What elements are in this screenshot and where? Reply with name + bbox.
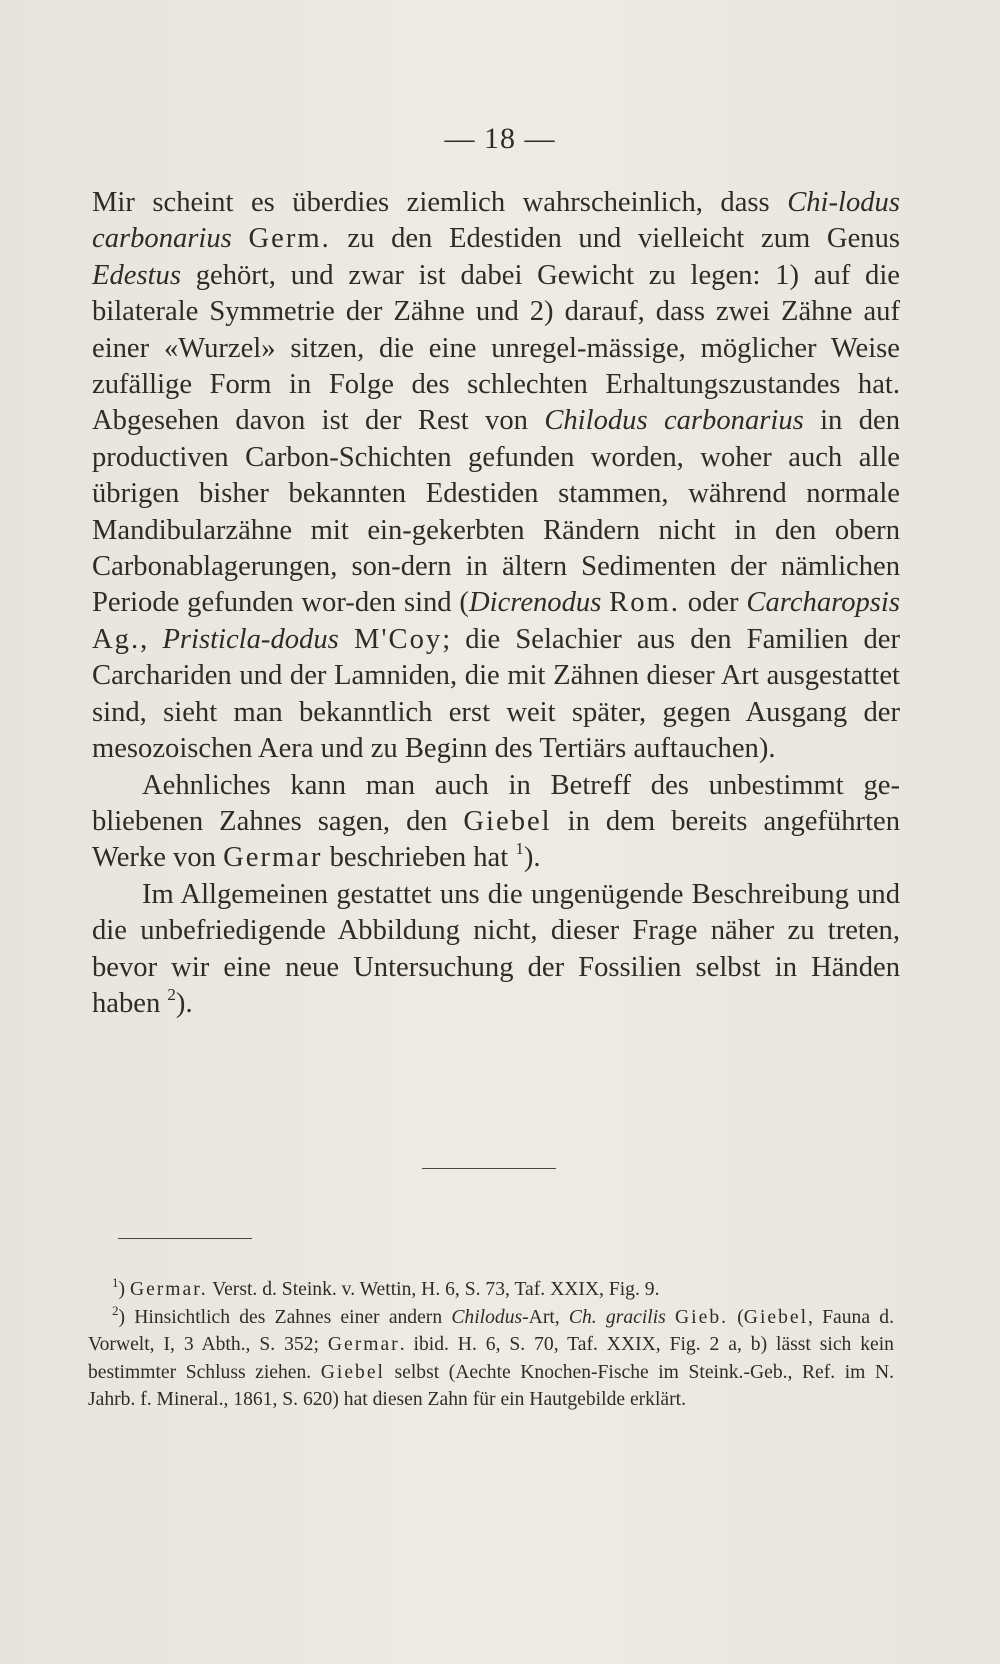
- text-run: ).: [175, 987, 193, 1019]
- italic-term: Chilodus carbonarius: [544, 405, 804, 437]
- text-run: beschrieben hat: [322, 842, 516, 874]
- author-name: Giebel: [320, 1361, 385, 1383]
- text-run: . ibid. H. 6, S. 70, Taf. XXIX, Fig. 2 a, b) lässt sich kein bestimmter Schluss ziehen.: [88, 1334, 894, 1383]
- italic-term: Edestus: [92, 259, 181, 291]
- italic-term: Ch. gracilis: [568, 1306, 666, 1328]
- text-run: oder: [679, 587, 747, 619]
- footnote-ref: 2: [112, 1302, 119, 1318]
- author-name: Germar.: [129, 1279, 208, 1300]
- text-run: , Fauna d. Vorwelt, I, 3 Abth., S. 352;: [88, 1306, 894, 1356]
- paragraph: [92, 185, 900, 768]
- text-run: selbst (Aechte Knochen-Fische im Steink.-Geb., Ref. im N. Jahrb. f. Mineral., 1861, S. 620) hat diesen Zahn für ein Hautgebilde erklärt.: [88, 1361, 894, 1411]
- italic-term: Carcharopsis: [746, 587, 901, 619]
- text-run: Aehnliches kann man auch in Betreff des unbestimmt ge-bliebenen Zahnes sagen, den: [92, 769, 900, 837]
- text-run: [666, 1307, 675, 1328]
- footnote-ref: 1: [112, 1275, 119, 1290]
- footnote-rule: [118, 1238, 252, 1239]
- footnote-ref: 1: [515, 839, 524, 859]
- footnote-ref: 2: [167, 984, 176, 1004]
- page-number: — 18 —: [444, 122, 556, 155]
- paragraph: [92, 768, 900, 877]
- text-run: Mir scheint es überdies ziemlich wahrscheinlich, dass: [92, 187, 788, 218]
- text-run: ) Hinsichtlich des Zahnes einer andern: [118, 1306, 452, 1328]
- text-run: Verst. d. Steink. v. Wettin, H. 6, S. 73, Taf. XXIX, Fig. 9.: [207, 1279, 660, 1300]
- paragraph: [92, 877, 900, 1023]
- text-run: in den productiven Carbon-Schichten gefunden worden, woher auch alle übrigen bisher bekannten Edestiden stammen, während normale Mandibularzähne mit ein-gekerbten Rändern nicht in den obern Carbonablagerungen, son-dern in ältern Sedimenten der nämlichen Periode gefunden wor-den sind (: [92, 405, 900, 619]
- text-run: ; die Selachier aus den Familien der Carchariden und der Lamniden, die mit Zähnen dieser Art ausgestattet sind, sieht man bekanntlich erst weit später, gegen Ausgang der mesozoischen Aera und zu Beginn des Tertiärs auftauchen).: [92, 623, 901, 765]
- italic-term: Pristicla-dodus: [162, 623, 339, 655]
- section-divider: [422, 1168, 556, 1169]
- italic-term: Chilodus: [451, 1306, 523, 1328]
- text-run: [601, 587, 609, 618]
- author-name: Rom.: [609, 587, 680, 619]
- text-run: [339, 624, 354, 655]
- text-run: [232, 223, 249, 254]
- text-run: ): [118, 1279, 130, 1300]
- footnote: [88, 1276, 894, 1304]
- text-run: (: [728, 1306, 744, 1328]
- footnote: [88, 1304, 894, 1414]
- text-run: gehört, und zwar ist dabei Gewicht zu legen: 1) auf die bilaterale Symmetrie der Zähne und 2) darauf, dass zwei Zähne auf einer «Wurzel» sitzen, die eine unregel-mässige, möglicher Weise zufällige Form in Folge des schlechten Erhaltungszustandes hat. Abgesehen davon ist der Rest von: [92, 259, 900, 437]
- text-run: zu den Edestiden und vielleicht zum Genus: [330, 223, 900, 255]
- text-run: ,: [140, 623, 163, 655]
- author-name: Giebel: [463, 805, 552, 837]
- author-name: M'Coy: [353, 623, 443, 655]
- text-run: in dem bereits angeführten Werke von: [92, 805, 900, 874]
- author-name: Giebel: [743, 1306, 809, 1328]
- footnotes: [88, 1276, 894, 1414]
- main-text: [92, 185, 900, 1022]
- author-name: Germ.: [248, 223, 331, 255]
- author-name: Gieb.: [675, 1306, 729, 1328]
- text-run: -Art,: [522, 1306, 569, 1328]
- italic-term: Chi-lodus carbonarius: [92, 187, 900, 255]
- italic-term: Dicrenodus: [468, 587, 602, 619]
- text-run: ).: [523, 842, 541, 874]
- author-name: Ag.: [92, 623, 141, 655]
- author-name: Germar: [223, 842, 323, 874]
- text-run: Im Allgemeinen gestattet uns die ungenügende Beschreibung und die unbefriedigende Abbildung nicht, dieser Frage näher zu treten, bevor wir eine neue Untersuchung der Fossilien selbst in Händen haben: [92, 878, 900, 1019]
- author-name: Germar: [327, 1334, 400, 1356]
